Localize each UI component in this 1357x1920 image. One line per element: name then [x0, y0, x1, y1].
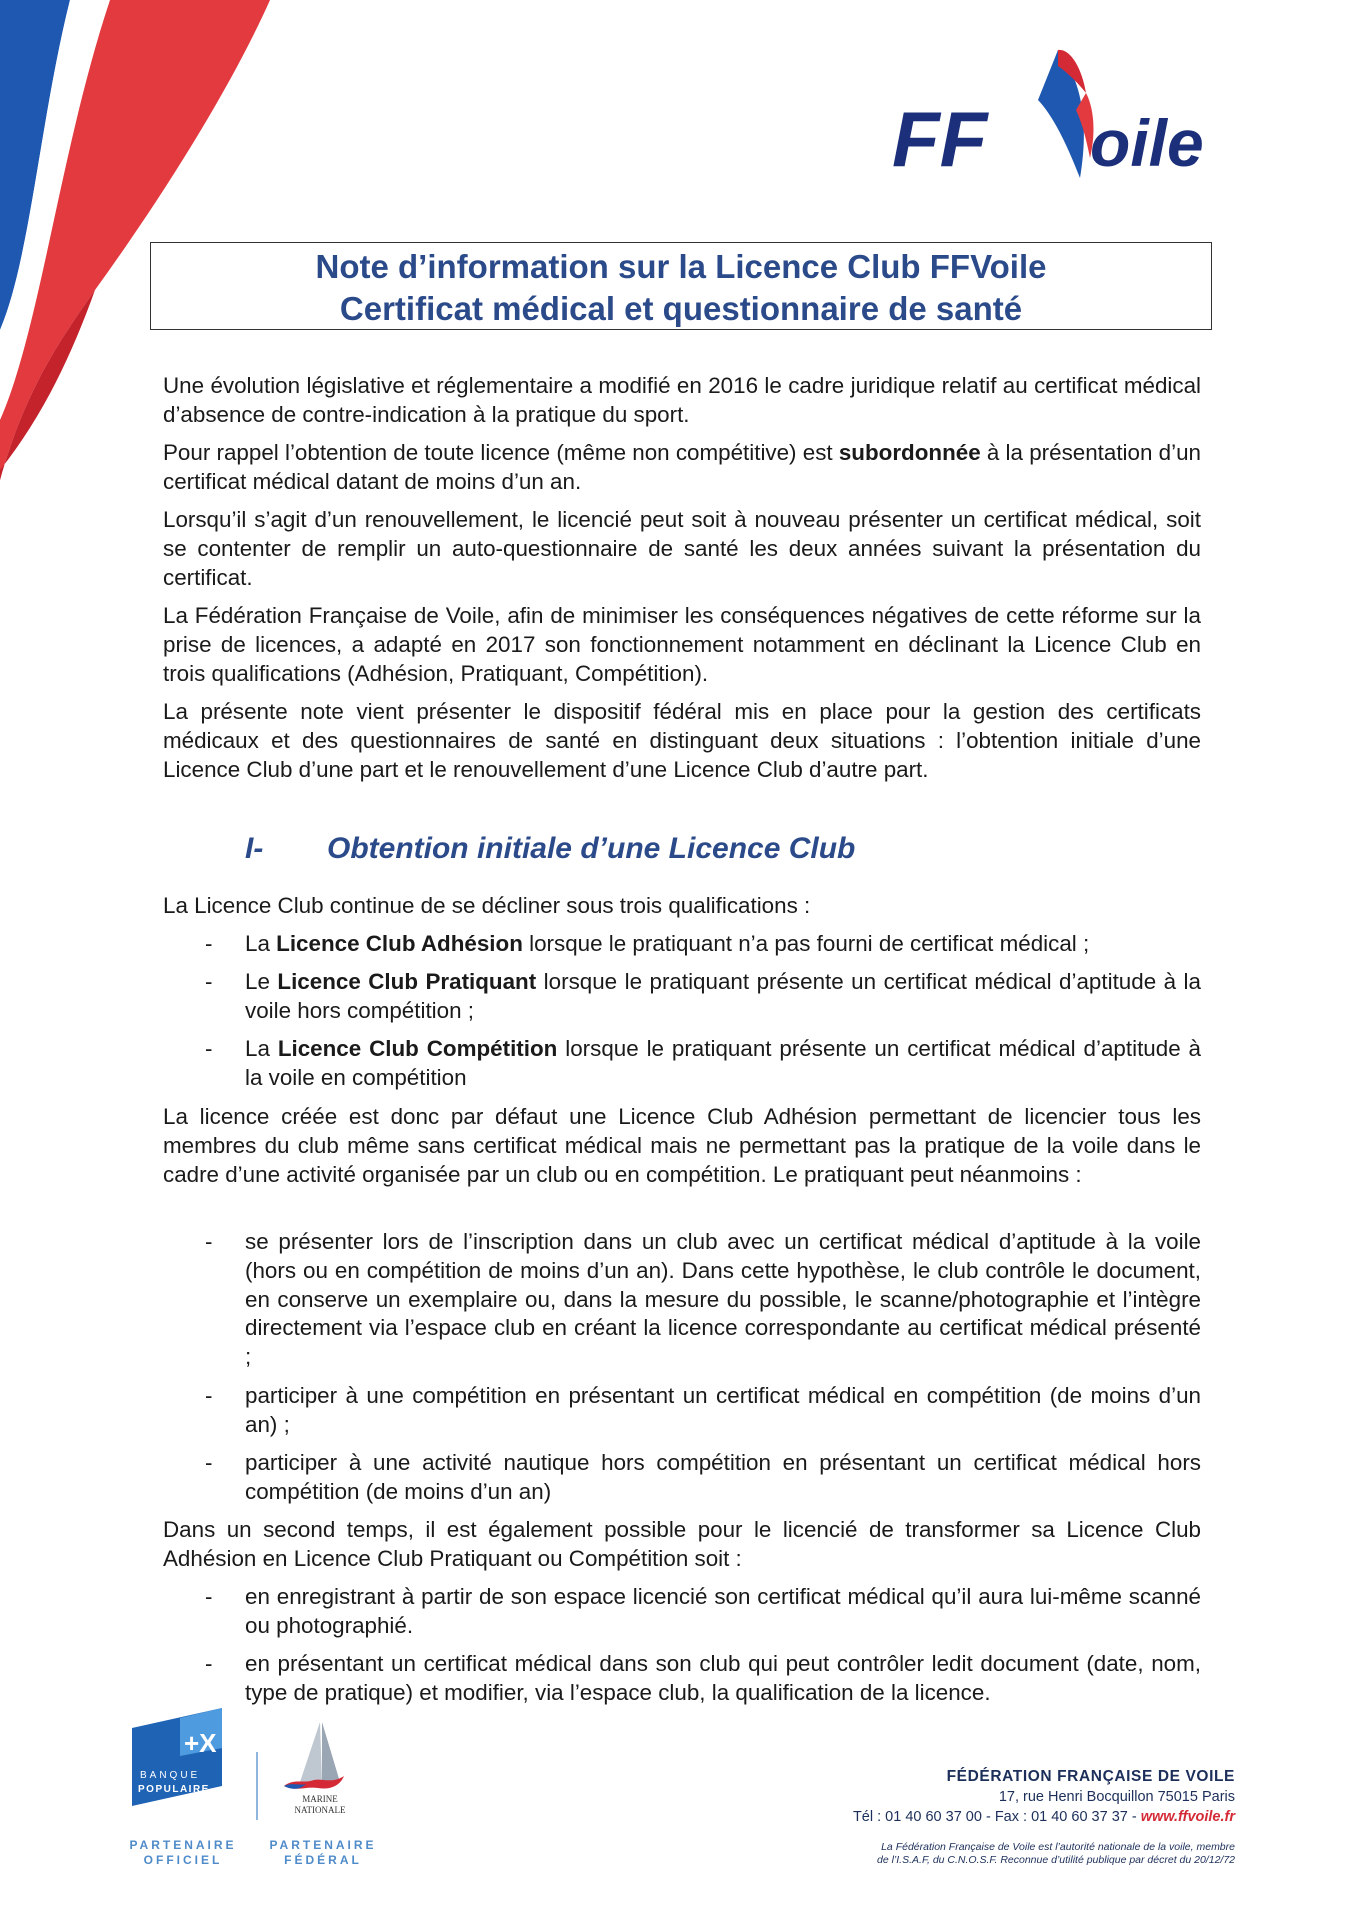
bp-label-line2: OFFICIEL: [143, 1853, 223, 1867]
federation-contact: [700, 1809, 1235, 1825]
intro-paragraph-5: La présente note vient présenter le dispositif fédéral mis en place pour la gestion des certificats médicaux et des questionnaires de santé en distinguant deux situations : l’obtention initiale d’une Licence Club d’une part et le renouvellement d’une Licence Club d’autre part.: [163, 699, 1201, 782]
title-line-2: Certificat médical et questionnaire de santé: [339, 290, 1023, 327]
list-item: [205, 968, 1201, 1026]
mn-label-line1: PARTENAIRE: [269, 1838, 377, 1852]
list-item: [205, 1035, 1201, 1093]
federation-note-line1: La Fédération Française de Voile est l’autorité nationale de la voile, membre: [881, 1841, 1235, 1853]
intro-p2-text: Pour rappel l’obtention de toute licence (même non compétitive) est: [163, 440, 839, 465]
list-item-bold: Licence Club Adhésion: [276, 931, 523, 956]
mn-name-line2: NATIONALE: [294, 1805, 346, 1815]
list-item: [205, 1650, 1201, 1708]
list-item-bold: Licence Club Pratiquant: [277, 969, 537, 994]
list-item-text: lorsque le pratiquant présente un certificat médical d’aptitude à la voile en compétition: [245, 1036, 1201, 1090]
federation-website-link[interactable]: www.ffvoile.fr: [1140, 1809, 1235, 1825]
list-item-text: se présenter lors de l’inscription dans un club avec un certificat médical d’aptitude à la voile (hors ou en compétition de moins d’un an). Dans cette hypothèse, le club contrôle le document, en conserve un exemplaire ou, dans la mesure du possible, le scanne/photographie et l’intègre directement via l’espace club en créant la licence correspondante au certificat médical présenté ;: [245, 1229, 1201, 1370]
list-item-text: en présentant un certificat médical dans son club qui peut contrôler ledit document (date, nom, type de pratique) et modifier, via l’espace club, la qualification de la licence.: [245, 1651, 1201, 1705]
list-item-text: en enregistrant à partir de son espace licencié son certificat médical qu’il aura lui-même scanné ou photographié.: [245, 1584, 1201, 1638]
list-item-text: Le: [245, 969, 278, 994]
intro-paragraph-2: [163, 439, 1201, 497]
list-item: [205, 930, 1201, 959]
mn-name-line1: MARINE: [302, 1794, 338, 1804]
bp-partner-label: [128, 1838, 238, 1868]
list-item-text: lorsque le pratiquant présente un certificat médical d’aptitude à la voile hors compétition ;: [245, 969, 1201, 1023]
list-item-bold: Licence Club Compétition: [277, 1036, 558, 1061]
bp-label-line1: PARTENAIRE: [129, 1838, 237, 1852]
title-line-1: Note d’information sur la Licence Club FFVoile: [315, 248, 1047, 285]
second-step-paragraph: Dans un second temps, il est également possible pour le licencié de transformer sa Licence Club Adhésion en Licence Club Pratiquant ou Compétition soit :: [163, 1517, 1201, 1571]
intro-p2-bold: subordonnée: [838, 440, 981, 465]
title-box: [150, 242, 1212, 330]
list-dash: -: [205, 1036, 213, 1061]
logo-oile-text: oile: [1090, 106, 1204, 180]
logo-ff-text: FF: [892, 95, 988, 183]
federation-phone-fax: Tél : 01 40 60 37 00 - Fax : 01 40 60 37 37 -: [852, 1809, 1141, 1825]
list-dash: -: [205, 931, 213, 956]
list-item: [205, 1449, 1201, 1507]
banque-populaire-logo: [132, 1708, 232, 1818]
section-title: Obtention initiale d’une Licence Club: [327, 832, 856, 865]
list-dash: -: [205, 1383, 213, 1408]
bp-name-line2: POPULAIRE: [138, 1784, 210, 1795]
intro-paragraph-1: Une évolution législative et réglementaire a modifié en 2016 le cadre juridique relatif au certificat médical d’absence de contre-indication à la pratique du sport.: [163, 373, 1201, 427]
intro-p2-text-end: à la présentation d’un certificat médical datant de moins d’un an.: [163, 440, 1201, 494]
bp-plus-text: +X: [184, 1728, 217, 1758]
bp-name-line1: BANQUE: [140, 1770, 201, 1781]
section-number: I-: [245, 832, 264, 865]
list-item: [205, 1228, 1201, 1372]
federation-address: 17, rue Henri Bocquillon 75015 Paris: [998, 1789, 1235, 1805]
federation-name: FÉDÉRATION FRANÇAISE DE VOILE: [946, 1768, 1235, 1785]
footer-divider: [256, 1752, 258, 1820]
list-item-text: lorsque le pratiquant n’a pas fourni de certificat médical ;: [522, 931, 1090, 956]
list-item-text: La: [245, 931, 277, 956]
mn-partner-label: [268, 1838, 378, 1868]
intro-paragraph-3: Lorsqu’il s’agit d’un renouvellement, le licencié peut soit à nouveau présenter un certificat médical, soit se contenter de remplir un auto-questionnaire de santé les deux années suivant la présentation du certificat.: [163, 507, 1201, 590]
list-dash: -: [205, 1651, 213, 1676]
list-item-text: participer à une compétition en présentant un certificat médical en compétition (de moins d’un an) ;: [245, 1383, 1201, 1437]
list-dash: -: [205, 1450, 213, 1475]
list-dash: -: [205, 1229, 213, 1254]
mn-label-line2: FÉDÉRAL: [284, 1853, 362, 1867]
section-lead: La Licence Club continue de se décliner sous trois qualifications :: [163, 893, 811, 918]
section-heading: [245, 832, 855, 866]
list-dash: -: [205, 969, 213, 994]
federation-note: [700, 1841, 1235, 1867]
federation-note-line2: de l’I.S.A.F, du C.N.O.S.F. Reconnue d’utilité publique par décret du 20/12/72: [877, 1854, 1235, 1866]
list-dash: -: [205, 1584, 213, 1609]
list-item: [205, 1382, 1201, 1440]
ffvoile-logo: [890, 38, 1240, 188]
list-item: [205, 1583, 1201, 1641]
marine-nationale-logo: [270, 1722, 370, 1818]
intro-paragraph-4: La Fédération Française de Voile, afin de minimiser les conséquences négatives de cette réforme sur la prise de licences, a adapté en 2017 son fonctionnement notamment en déclinant la Licence Club en trois qualifications (Adhésion, Pratiquant, Compétition).: [163, 603, 1201, 686]
list-item-text: La: [245, 1036, 278, 1061]
default-licence-paragraph: La licence créée est donc par défaut une Licence Club Adhésion permettant de licencier tous les membres du club même sans certificat médical mais ne permettant pas la pratique de la voile dans le cadre d’une activité organisée par un club ou en compétition. Le pratiquant peut néanmoins :: [163, 1104, 1201, 1187]
list-item-text: participer à une activité nautique hors compétition en présentant un certificat médical hors compétition (de moins d’un an): [245, 1450, 1201, 1504]
